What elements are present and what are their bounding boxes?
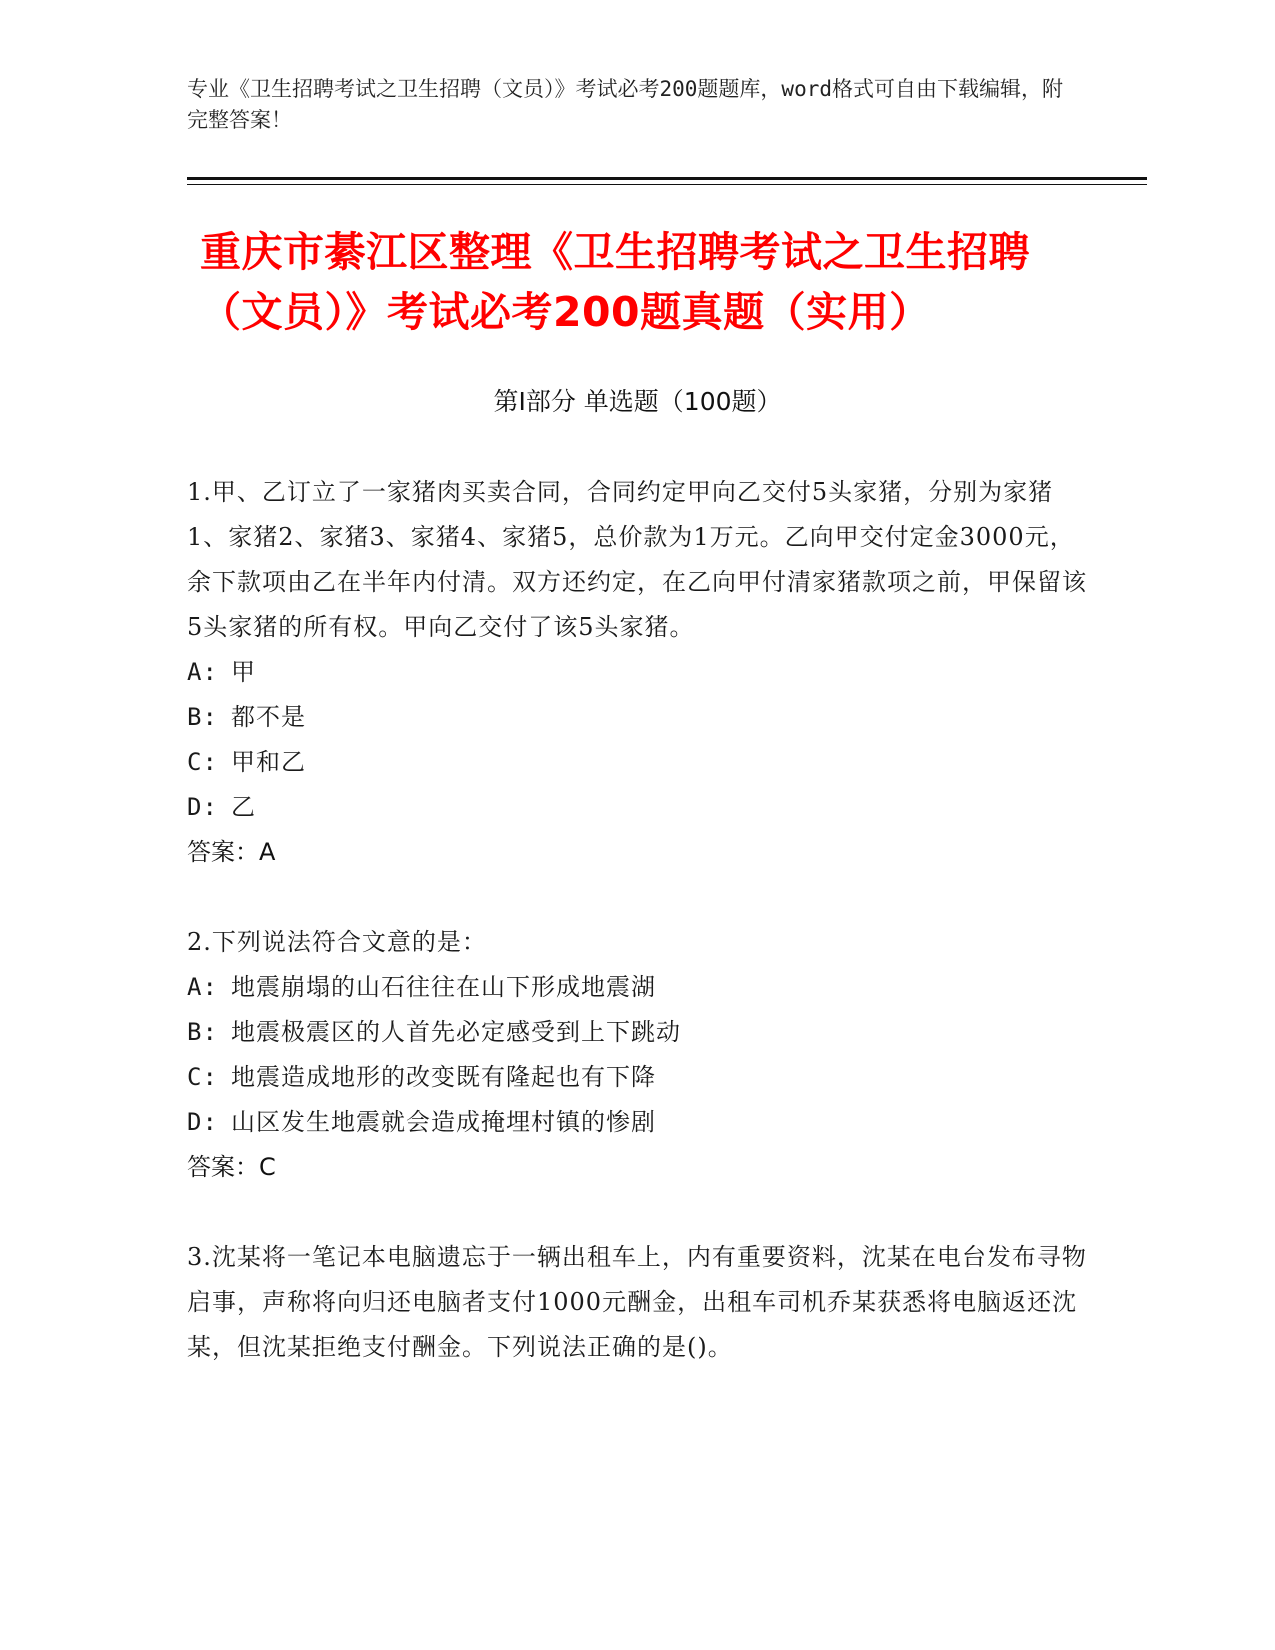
option-letter: C:: [187, 748, 218, 776]
option-a: [187, 965, 1087, 1010]
option-text: 地震极震区的人首先必定感受到上下跳动: [231, 1018, 681, 1046]
option-c: [187, 740, 1087, 785]
option-text: 地震造成地形的改变既有隆起也有下降: [231, 1063, 656, 1091]
option-b: [187, 1010, 1087, 1055]
option-letter: D:: [187, 1108, 218, 1136]
option-letter: D:: [187, 793, 218, 821]
option-letter: A:: [187, 658, 218, 686]
option-letter: C:: [187, 1063, 218, 1091]
option-letter: B:: [187, 1018, 218, 1046]
section-heading: 第Ⅰ部分 单选题（100题）: [493, 387, 782, 416]
option-text: 甲: [231, 658, 256, 686]
header-rule-thick: [187, 177, 1147, 180]
option-text: 乙: [231, 793, 256, 821]
option-letter: A:: [187, 973, 218, 1001]
document-title: 重庆市綦江区整理《卫生招聘考试之卫生招聘（文员）》考试必考200题真题（实用）: [200, 228, 1030, 336]
option-text: 甲和乙: [231, 748, 306, 776]
question-stem: 2.下列说法符合文意的是：: [187, 928, 487, 956]
question-1: [187, 470, 1087, 875]
option-text: 山区发生地震就会造成掩埋村镇的惨剧: [231, 1108, 656, 1136]
option-text: 地震崩塌的山石往往在山下形成地震湖: [231, 973, 656, 1001]
option-letter: B:: [187, 703, 218, 731]
header-note: 专业《卫生招聘考试之卫生招聘（文员）》考试必考200题题库，word格式可自由下载编辑，附完整答案！: [187, 77, 1063, 132]
option-d: [187, 1100, 1087, 1145]
header-rule-thin: [187, 184, 1147, 185]
question-2: [187, 920, 1087, 1190]
question-list: [187, 470, 1087, 1415]
question-stem: 3.沈某将一笔记本电脑遗忘于一辆出租车上，内有重要资料，沈某在电台发布寻物启事，声称将向归还电脑者支付1000元酬金，出租车司机乔某获悉将电脑返还沈某，但沈某拒绝支付酬金。下列说法正确的是()。: [187, 1243, 1087, 1361]
answer-line: 答案：C: [187, 1153, 276, 1181]
question-3: [187, 1235, 1087, 1370]
option-b: [187, 695, 1087, 740]
question-stem: 1.甲、乙订立了一家猪肉买卖合同，合同约定甲向乙交付5头家猪，分别为家猪1、家猪2、家猪3、家猪4、家猪5，总价款为1万元。乙向甲交付定金3000元，余下款项由乙在半年内付清。双方还约定，在乙向甲付清家猪款项之前，甲保留该5头家猪的所有权。甲向乙交付了该5头家猪。: [187, 478, 1087, 641]
option-a: [187, 650, 1087, 695]
option-c: [187, 1055, 1087, 1100]
option-d: [187, 785, 1087, 830]
option-text: 都不是: [231, 703, 306, 731]
answer-line: 答案：A: [187, 838, 276, 866]
